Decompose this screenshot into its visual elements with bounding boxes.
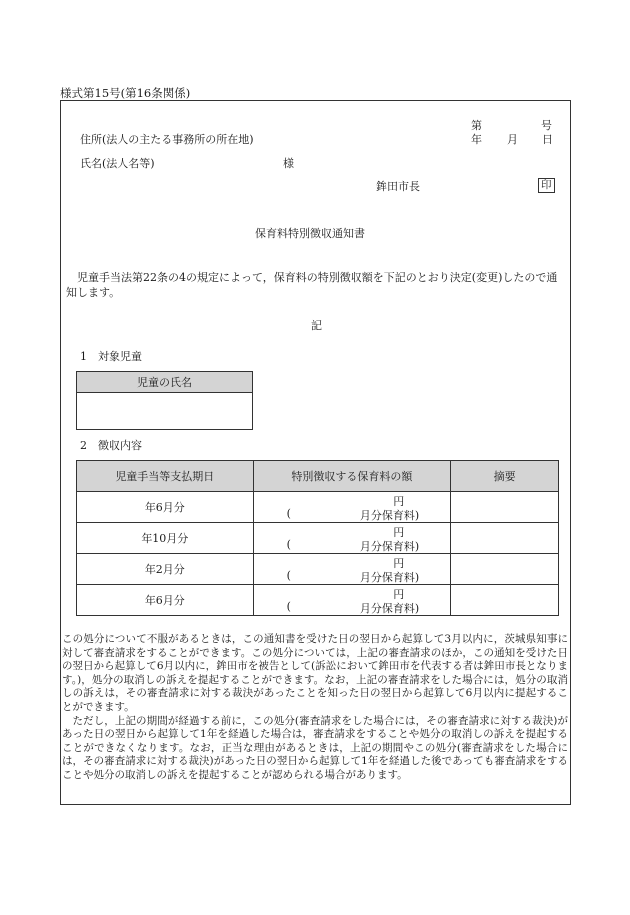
table-row bbox=[77, 492, 559, 523]
date-day: 日 bbox=[542, 133, 553, 146]
table-row bbox=[77, 554, 559, 585]
form-number: 様式第15号(第16条関係) bbox=[60, 86, 191, 100]
number-go: 号 bbox=[541, 119, 552, 132]
open-paren: ( bbox=[286, 569, 291, 582]
amount-cell bbox=[253, 492, 451, 523]
header-remarks: 摘要 bbox=[451, 461, 559, 492]
yen-label: 円 bbox=[393, 557, 405, 570]
table-row bbox=[77, 523, 559, 554]
period-cell: 年2月分 bbox=[77, 554, 254, 585]
notice-paragraph-1: この処分について不服があるときは，この通知書を受けた日の翌日から起算して3月以内に，茨城県知事に対して審査請求をすることができます。この処分については，上記の審査請求のほか，この通知を受けた日の翌日から起算して6月以内に，鉾田市を被告として(訴訟において鉾田市を代表する者は鉾田市長となります。)，処分の取消しの訴えを提起することができます。なお，上記の審査請求をした場合には，処分の取消しの訴えは，その審査請求に対する裁決があったことを知った日の翌日から起算して6月以内に提起することができます。 bbox=[62, 633, 568, 713]
open-paren: ( bbox=[286, 538, 291, 551]
ki-label: 記 bbox=[311, 319, 322, 332]
open-paren: ( bbox=[286, 507, 291, 520]
period-cell: 年6月分 bbox=[77, 585, 254, 616]
amount-cell bbox=[253, 523, 451, 554]
sama-label: 様 bbox=[283, 157, 294, 170]
date-month: 月 bbox=[507, 133, 518, 146]
child-name-cell bbox=[77, 393, 253, 430]
child-name-header: 児童の氏名 bbox=[77, 372, 253, 393]
monthly-fee-label: 月分保育料) bbox=[359, 602, 420, 615]
amount-cell bbox=[253, 585, 451, 616]
child-table bbox=[76, 371, 253, 430]
address-label: 住所(法人の主たる事務所の所在地) bbox=[80, 133, 254, 146]
remarks-cell bbox=[451, 585, 559, 616]
remarks-cell bbox=[451, 554, 559, 585]
yen-label: 円 bbox=[393, 526, 405, 539]
document-title: 保育料特別徴収通知書 bbox=[255, 227, 365, 240]
seal-mark: 印 bbox=[538, 178, 555, 193]
period-cell: 年6月分 bbox=[77, 492, 254, 523]
monthly-fee-label: 月分保育料) bbox=[359, 540, 420, 553]
section2-heading: 2 徴収内容 bbox=[80, 439, 142, 452]
remarks-cell bbox=[451, 492, 559, 523]
collection-table bbox=[76, 460, 559, 616]
header-payment-date: 児童手当等支払期日 bbox=[77, 461, 254, 492]
notice-paragraph-2: ただし，上記の期間が経過する前に，この処分(審査請求をした場合には，その審査請求に対する裁決)があった日の翌日から起算して1年を経過した場合は，審査請求をすることや処分の取消しの訴えを提起することができなくなります。なお，正当な理由があるときは，上記の期間やこの処分(審査請求をした場合には，その審査請求に対する裁決)があった日の翌日から起算して1年を経過した後であっても審査請求をすることや処分の取消しの訴えを提起することが認められる場合があります。 bbox=[62, 714, 568, 781]
section1-heading: 1 対象児童 bbox=[80, 350, 142, 363]
appeal-notice bbox=[62, 633, 568, 783]
monthly-fee-label: 月分保育料) bbox=[359, 571, 420, 584]
date-year: 年 bbox=[471, 133, 482, 146]
table-row bbox=[77, 585, 559, 616]
yen-label: 円 bbox=[393, 495, 405, 508]
number-dai: 第 bbox=[471, 119, 482, 132]
monthly-fee-label: 月分保育料) bbox=[359, 509, 420, 522]
amount-cell bbox=[253, 554, 451, 585]
yen-label: 円 bbox=[393, 588, 405, 601]
name-label: 氏名(法人名等) bbox=[80, 157, 155, 170]
body-text: 児童手当法第22条の4の規定によって，保育料の特別徴収額を下記のとおり決定(変更)したので通知します。 bbox=[66, 271, 558, 299]
period-cell: 年10月分 bbox=[77, 523, 254, 554]
issuer-name: 鉾田市長 bbox=[376, 180, 420, 193]
remarks-cell bbox=[451, 523, 559, 554]
open-paren: ( bbox=[286, 600, 291, 613]
header-amount: 特別徴収する保育料の額 bbox=[253, 461, 451, 492]
